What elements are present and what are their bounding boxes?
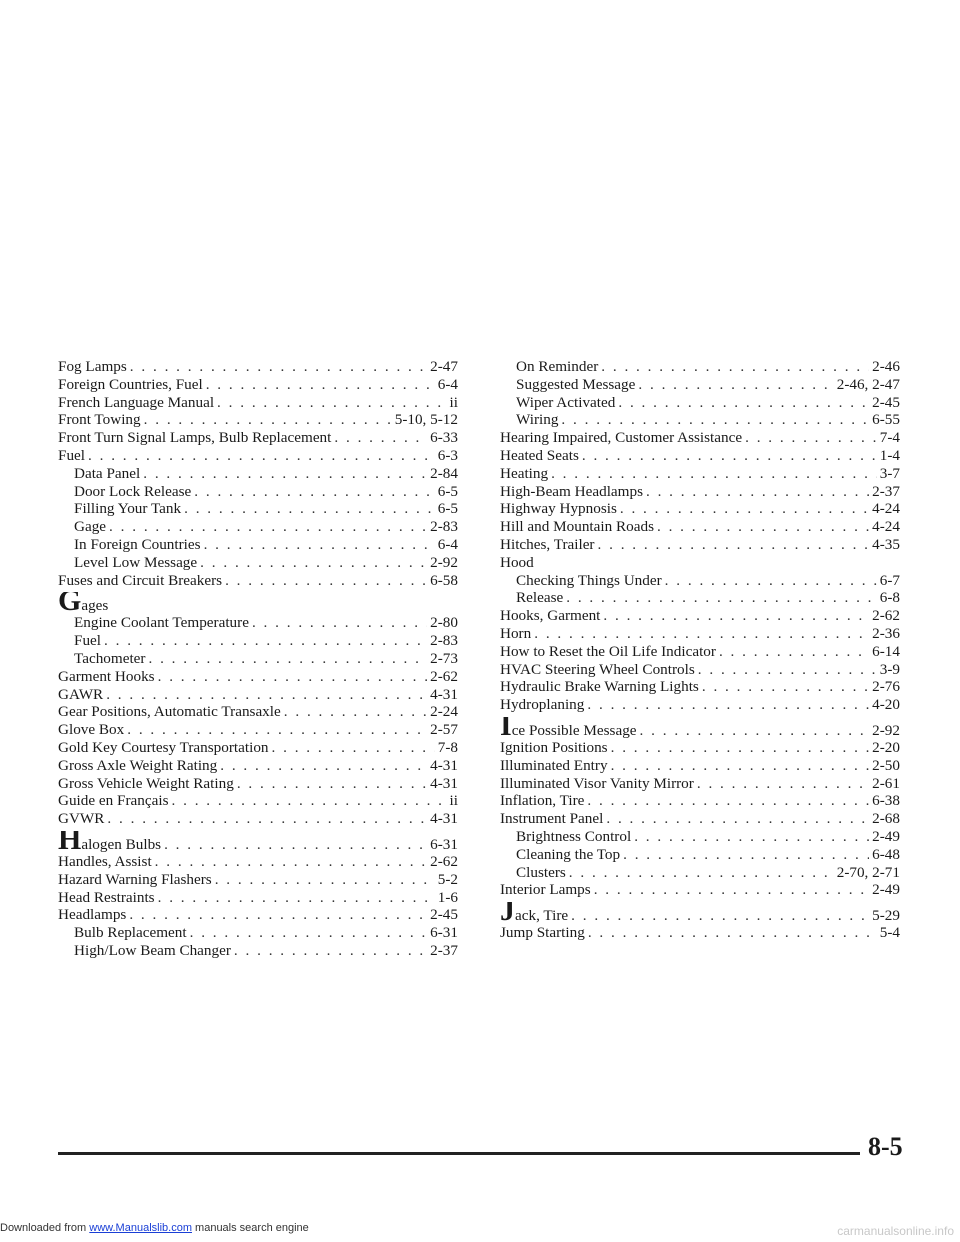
index-entry — [58, 394, 458, 412]
index-subentry — [500, 589, 900, 607]
entry-page: 6-31 — [430, 835, 458, 853]
section-letter-entry — [500, 902, 900, 924]
index-entry — [58, 871, 458, 889]
dot-leader — [164, 836, 427, 853]
section-letter-entry — [500, 717, 900, 739]
index-entry — [500, 678, 900, 696]
entry-page: 4-31 — [430, 810, 458, 828]
index-entry — [500, 757, 900, 775]
entry-label: Foreign Countries, Fuel — [58, 375, 203, 393]
entry-page: 2-80 — [430, 614, 458, 632]
index-entry — [58, 906, 458, 924]
dot-leader — [587, 792, 869, 810]
section-initial: J — [500, 902, 515, 925]
dot-leader — [158, 889, 435, 907]
entry-page: 4-31 — [430, 756, 458, 774]
entry-page: 6-55 — [872, 411, 900, 429]
dot-leader — [594, 881, 869, 899]
index-entry — [58, 739, 458, 757]
dot-leader — [158, 668, 428, 686]
entry-label: In Foreign Countries — [74, 535, 201, 553]
index-subentry — [58, 924, 458, 942]
index-entry — [58, 810, 458, 828]
index-entry — [500, 739, 900, 757]
index-subentry — [500, 376, 900, 394]
entry-page: 6-48 — [872, 845, 900, 863]
entry-page: 2-45 — [430, 906, 458, 924]
dot-leader — [620, 500, 869, 518]
index-entry — [58, 721, 458, 739]
manualslib-link[interactable]: www.Manualslib.com — [89, 1222, 192, 1234]
dot-leader — [215, 871, 435, 889]
index-entry — [500, 643, 900, 661]
entry-page: 2-92 — [872, 721, 900, 739]
entry-page: 2-76 — [872, 678, 900, 696]
dot-leader — [129, 906, 427, 924]
dot-leader — [220, 757, 427, 775]
entry-label: Illuminated Visor Vanity Mirror — [500, 774, 694, 792]
entry-label: Headlamps — [58, 906, 127, 924]
entry-label: Hydraulic Brake Warning Lights — [500, 678, 699, 696]
entry-page: 1-4 — [879, 446, 900, 464]
entry-page: 6-33 — [430, 429, 458, 447]
entry-label: How to Reset the Oil Life Indicator — [500, 642, 716, 660]
dot-leader — [551, 465, 877, 483]
entry-label: ce Possible Message — [511, 721, 637, 739]
index-entry — [500, 607, 900, 625]
entry-label: Gross Axle Weight Rating — [58, 756, 218, 774]
dot-leader — [190, 924, 428, 942]
dot-leader — [598, 536, 870, 554]
entry-label: Fog Lamps — [58, 358, 127, 375]
entry-label: Bulb Replacement — [74, 924, 187, 942]
index-entry — [500, 518, 900, 536]
index-column-left — [58, 358, 458, 960]
dot-leader — [569, 864, 834, 882]
entry-label: Release — [516, 589, 564, 607]
dot-leader — [107, 810, 427, 828]
dot-leader — [601, 358, 869, 376]
index-subentry — [58, 554, 458, 572]
entry-page: 4-24 — [872, 518, 900, 536]
dot-leader — [172, 792, 447, 810]
footer-prefix: Downloaded from — [0, 1222, 90, 1234]
index-entry — [58, 572, 458, 590]
dot-leader — [252, 614, 427, 632]
index-entry — [500, 792, 900, 810]
index-entry — [500, 661, 900, 679]
entry-label: Inflation, Tire — [500, 792, 585, 810]
entry-label: Fuel — [74, 632, 102, 650]
index-subentry — [500, 411, 900, 429]
dot-leader — [155, 853, 427, 871]
index-subentry — [500, 864, 900, 882]
section-initial: I — [500, 716, 512, 739]
index-subentry — [58, 483, 458, 501]
entry-label: Cleaning the Top — [516, 845, 621, 863]
entry-page: 2-62 — [430, 852, 458, 870]
index-entry — [58, 358, 458, 376]
index-entry — [58, 411, 458, 429]
entry-label: Head Restraints — [58, 888, 155, 906]
entry-label: Hearing Impaired, Customer Assistance — [500, 429, 743, 447]
index-entry — [500, 810, 900, 828]
index-subentry — [58, 518, 458, 536]
watermark: carmanualsonline.info — [837, 1224, 954, 1238]
dot-leader — [534, 625, 869, 643]
entry-label: Glove Box — [58, 721, 125, 739]
entry-label: HVAC Steering Wheel Controls — [500, 660, 695, 678]
entry-page: 2-49 — [872, 827, 900, 845]
dot-leader — [148, 650, 427, 668]
entry-page: 4-35 — [872, 535, 900, 553]
entry-label: Front Turn Signal Lamps, Bulb Replacement — [58, 429, 332, 447]
page-number: 8-5 — [868, 1132, 903, 1161]
entry-page: 2-92 — [430, 553, 458, 571]
dot-leader — [284, 703, 427, 721]
dot-leader — [719, 643, 869, 661]
entry-label: Jump Starting — [500, 924, 585, 942]
entry-page: 7-8 — [437, 738, 458, 756]
section-letter-entry — [58, 592, 458, 614]
dot-leader — [611, 757, 870, 775]
entry-label: Suggested Message — [516, 375, 636, 393]
entry-page: 2-46 — [872, 358, 900, 375]
entry-label: Tachometer — [74, 649, 146, 667]
entry-label: Ignition Positions — [500, 738, 608, 756]
download-footer — [0, 1222, 309, 1234]
dot-leader — [88, 447, 435, 465]
index-entry — [500, 447, 900, 465]
entry-page: 1-6 — [437, 888, 458, 906]
index-entry — [500, 924, 900, 942]
index-entry — [500, 554, 900, 572]
entry-label: Hazard Warning Flashers — [58, 870, 212, 888]
entry-page: 2-83 — [430, 632, 458, 650]
dot-leader — [640, 722, 870, 739]
entry-page: 2-83 — [430, 518, 458, 536]
index-entry — [500, 775, 900, 793]
entry-label: Heating — [500, 464, 549, 482]
entry-label: Hydroplaning — [500, 696, 585, 714]
entry-page: 2-20 — [872, 738, 900, 756]
index-subentry — [500, 828, 900, 846]
dot-leader — [109, 518, 427, 536]
entry-page: ii — [449, 792, 458, 810]
dot-leader — [582, 447, 877, 465]
entry-page: 2-45 — [872, 393, 900, 411]
index-entry — [58, 853, 458, 871]
index-subentry — [58, 500, 458, 518]
index-entry — [500, 465, 900, 483]
dot-leader — [561, 411, 869, 429]
dot-leader — [702, 678, 869, 696]
entry-label: ack, Tire — [515, 907, 569, 925]
footer-suffix: manuals search engine — [191, 1222, 309, 1234]
entry-page: 2-68 — [872, 810, 900, 828]
entry-page: 2-47 — [430, 358, 458, 375]
dot-leader — [634, 828, 869, 846]
entry-page: 5-10, 5-12 — [394, 411, 458, 429]
entry-page: 4-24 — [872, 500, 900, 518]
entry-label: Gage — [74, 518, 107, 536]
entry-label: GVWR — [58, 810, 105, 828]
dot-leader — [623, 846, 869, 864]
dot-leader — [106, 686, 427, 704]
entry-label: Horn — [500, 624, 532, 642]
dot-leader — [272, 739, 435, 757]
dot-leader — [657, 518, 869, 536]
dot-leader — [143, 465, 427, 483]
entry-label: Wiper Activated — [516, 393, 616, 411]
dot-leader — [745, 429, 877, 447]
entry-label: High-Beam Headlamps — [500, 482, 643, 500]
dot-leader — [184, 500, 435, 518]
entry-page: 6-14 — [872, 642, 900, 660]
dot-leader — [618, 394, 869, 412]
entry-page: ii — [449, 393, 458, 411]
index-subentry — [500, 572, 900, 590]
entry-label: Data Panel — [74, 464, 141, 482]
entry-label: Instrument Panel — [500, 810, 604, 828]
entry-page: 2-62 — [430, 667, 458, 685]
entry-page: 2-37 — [872, 482, 900, 500]
entry-label: On Reminder — [516, 358, 599, 375]
entry-label: Brightness Control — [516, 827, 632, 845]
index-entry — [58, 703, 458, 721]
index-entry — [500, 536, 900, 554]
entry-label: Gear Positions, Automatic Transaxle — [58, 703, 281, 721]
index-entry — [500, 696, 900, 714]
index-subentry — [58, 536, 458, 554]
entry-label: Gross Vehicle Weight Rating — [58, 774, 234, 792]
entry-label: French Language Manual — [58, 393, 215, 411]
index-entry — [58, 429, 458, 447]
entry-label: Fuses and Circuit Breakers — [58, 571, 223, 589]
dot-leader — [587, 696, 869, 714]
entry-page: 2-62 — [872, 607, 900, 625]
entry-page: 3-7 — [879, 464, 900, 482]
dot-leader — [204, 536, 435, 554]
index-entry — [58, 757, 458, 775]
entry-page: 4-31 — [430, 685, 458, 703]
entry-page: 3-9 — [879, 660, 900, 678]
entry-page: 2-37 — [430, 941, 458, 959]
entry-label: Garment Hooks — [58, 667, 155, 685]
dot-leader — [194, 483, 435, 501]
dot-leader — [646, 483, 869, 501]
dot-leader — [200, 554, 427, 572]
index-entry — [58, 686, 458, 704]
index-entry — [500, 429, 900, 447]
index-entry — [58, 792, 458, 810]
bottom-rule — [58, 1152, 860, 1155]
index-entry — [58, 447, 458, 465]
entry-page: 6-5 — [437, 500, 458, 518]
index-entry — [500, 500, 900, 518]
dot-leader — [588, 924, 877, 942]
dot-leader — [127, 721, 427, 739]
entry-page: 6-3 — [437, 446, 458, 464]
index-subentry — [58, 614, 458, 632]
entry-label: Highway Hypnosis — [500, 500, 617, 518]
dot-leader — [698, 661, 877, 679]
entry-label: Hood — [500, 553, 534, 571]
entry-label: Hill and Mountain Roads — [500, 518, 654, 536]
index-subentry — [58, 942, 458, 960]
index-entry — [58, 775, 458, 793]
entry-label: Level Low Message — [74, 553, 198, 571]
entry-page: 6-4 — [437, 535, 458, 553]
entry-page: 6-4 — [437, 375, 458, 393]
dot-leader — [217, 394, 447, 412]
entry-label: Hooks, Garment — [500, 607, 601, 625]
entry-label: Gold Key Courtesy Transportation — [58, 738, 269, 756]
entry-label: Fuel — [58, 446, 86, 464]
entry-label: GAWR — [58, 685, 104, 703]
index-subentry — [500, 394, 900, 412]
section-initial: G — [58, 592, 82, 615]
entry-label: Interior Lamps — [500, 881, 591, 899]
index-subentry — [500, 846, 900, 864]
index-entry — [58, 376, 458, 394]
entry-label: High/Low Beam Changer — [74, 941, 231, 959]
entry-label: Hitches, Trailer — [500, 535, 595, 553]
dot-leader — [334, 429, 427, 447]
index-entry — [58, 668, 458, 686]
index-subentry — [58, 465, 458, 483]
section-letter-entry — [58, 831, 458, 853]
entry-page: 6-38 — [872, 792, 900, 810]
entry-label: Checking Things Under — [516, 571, 662, 589]
entry-label: Filling Your Tank — [74, 500, 182, 518]
section-initial: H — [58, 830, 82, 853]
entry-page: 2-73 — [430, 649, 458, 667]
dot-leader — [571, 907, 869, 924]
entry-label: Illuminated Entry — [500, 756, 608, 774]
dot-leader — [603, 607, 869, 625]
dot-leader — [237, 775, 427, 793]
entry-page: 2-46, 2-47 — [836, 375, 900, 393]
index-subentry — [58, 632, 458, 650]
dot-leader — [611, 739, 870, 757]
dot-leader — [566, 589, 877, 607]
entry-page: 4-31 — [430, 774, 458, 792]
entry-label: Handles, Assist — [58, 852, 152, 870]
index-entry — [58, 889, 458, 907]
index-column-right — [500, 358, 900, 942]
entry-page: 6-58 — [430, 571, 458, 589]
entry-page: 5-2 — [437, 870, 458, 888]
entry-label: Wiring — [516, 411, 559, 429]
dot-leader — [104, 632, 427, 650]
dot-leader — [638, 376, 833, 394]
index-entry — [500, 881, 900, 899]
entry-page: 2-84 — [430, 464, 458, 482]
entry-label: Engine Coolant Temperature — [74, 614, 249, 632]
entry-label: Heated Seats — [500, 446, 579, 464]
index-subentry — [58, 650, 458, 668]
entry-page: 2-36 — [872, 624, 900, 642]
entry-page: 6-8 — [879, 589, 900, 607]
entry-page: 2-57 — [430, 721, 458, 739]
entry-label: Clusters — [516, 863, 566, 881]
entry-page: 5-4 — [879, 924, 900, 942]
entry-page: 5-29 — [872, 907, 900, 925]
entry-page: 6-7 — [879, 571, 900, 589]
entry-label: Front Towing — [58, 411, 141, 429]
index-subentry — [500, 358, 900, 376]
entry-page: 2-50 — [872, 756, 900, 774]
entry-page: 2-70, 2-71 — [836, 863, 900, 881]
dot-leader — [144, 411, 392, 429]
entry-page: 7-4 — [879, 429, 900, 447]
dot-leader — [606, 810, 869, 828]
entry-page: 6-5 — [437, 482, 458, 500]
index-entry — [500, 625, 900, 643]
entry-label: Door Lock Release — [74, 482, 192, 500]
entry-page: 2-24 — [430, 703, 458, 721]
entry-label: alogen Bulbs — [81, 835, 162, 853]
dot-leader — [130, 358, 427, 376]
dot-leader — [697, 775, 869, 793]
dot-leader — [225, 572, 427, 590]
entry-page: 2-61 — [872, 774, 900, 792]
dot-leader — [665, 572, 877, 590]
index-entry — [500, 483, 900, 501]
dot-leader — [206, 376, 435, 394]
entry-label: ages — [81, 597, 109, 615]
entry-page: 4-20 — [872, 696, 900, 714]
entry-page: 6-31 — [430, 924, 458, 942]
dot-leader — [234, 942, 427, 960]
entry-label: Guide en Français — [58, 792, 169, 810]
entry-page: 2-49 — [872, 881, 900, 899]
